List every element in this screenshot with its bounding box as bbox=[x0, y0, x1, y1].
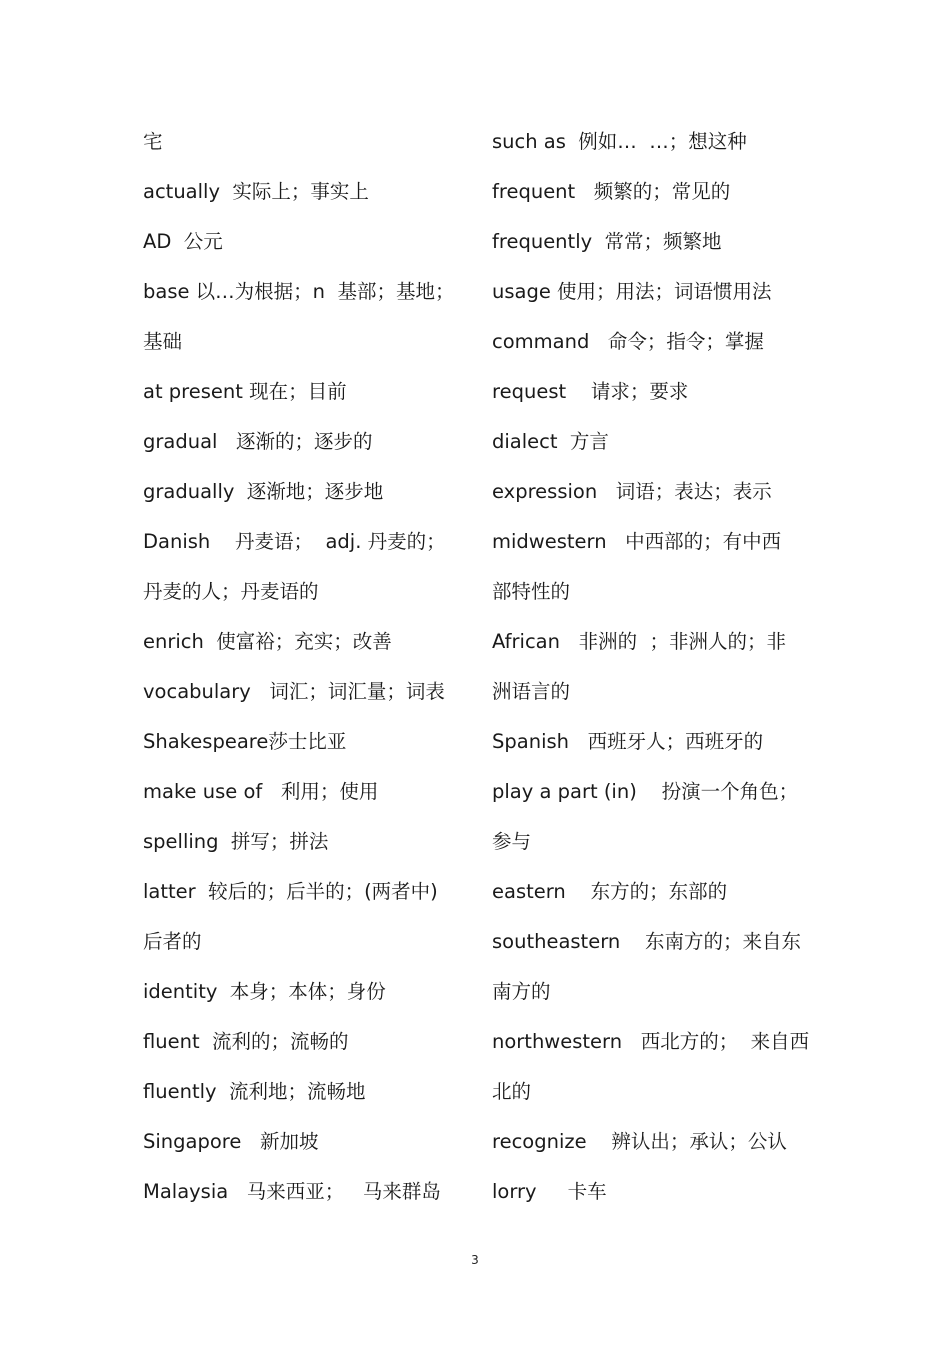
vocab-line: at present 现在；目前 bbox=[143, 380, 347, 403]
vocab-line: request 请求；要求 bbox=[492, 380, 689, 403]
vocab-line: northwestern 西北方的； 来自西 bbox=[492, 1030, 810, 1053]
vocab-line: 宅 bbox=[143, 130, 163, 153]
vocab-line: midwestern 中西部的；有中西 bbox=[492, 530, 782, 553]
vocab-line: 北的 bbox=[492, 1080, 532, 1103]
vocab-line: frequently 常常；频繁地 bbox=[492, 230, 722, 253]
vocab-line: recognize 辨认出；承认；公认 bbox=[492, 1130, 787, 1153]
vocab-line: Malaysia 马来西亚； 马来群岛 bbox=[143, 1180, 441, 1203]
vocab-line: 基础 bbox=[143, 330, 183, 353]
vocab-line: 南方的 bbox=[492, 980, 551, 1003]
vocab-line: fluently 流利地；流畅地 bbox=[143, 1080, 366, 1103]
vocab-line: gradually 逐渐地；逐步地 bbox=[143, 480, 384, 503]
vocab-line: 洲语言的 bbox=[492, 680, 571, 703]
page-number: 3 bbox=[471, 1253, 479, 1267]
vocab-line: Spanish 西班牙人；西班牙的 bbox=[492, 730, 764, 753]
vocab-line: expression 词语；表达；表示 bbox=[492, 480, 772, 503]
vocab-line: latter 较后的；后半的；(两者中) bbox=[143, 880, 438, 903]
vocab-line: AD 公元 bbox=[143, 230, 223, 253]
vocab-line: 后者的 bbox=[143, 930, 202, 953]
vocab-line: fluent 流利的；流畅的 bbox=[143, 1030, 349, 1053]
vocab-line: frequent 频繁的；常见的 bbox=[492, 180, 731, 203]
vocab-line: actually 实际上；事实上 bbox=[143, 180, 369, 203]
vocab-line: Danish 丹麦语； adj. 丹麦的； bbox=[143, 530, 446, 553]
vocab-line: play a part (in) 扮演一个角色； bbox=[492, 780, 799, 803]
vocab-line: lorry 卡车 bbox=[492, 1180, 607, 1203]
vocab-line: identity 本身；本体；身份 bbox=[143, 980, 386, 1003]
vocab-line: dialect 方言 bbox=[492, 430, 609, 453]
vocab-line: gradual 逐渐的；逐步的 bbox=[143, 430, 373, 453]
vocab-line: African 非洲的 ；非洲人的；非 bbox=[492, 630, 786, 653]
vocab-line: 丹麦的人；丹麦语的 bbox=[143, 580, 319, 603]
vocab-line: command 命令；指令；掌握 bbox=[492, 330, 764, 353]
vocab-line: base 以…为根据；n 基部；基地； bbox=[143, 280, 455, 303]
vocab-line: such as 例如… …；想这种 bbox=[492, 130, 747, 153]
vocab-line: vocabulary 词汇；词汇量；词表 bbox=[143, 680, 445, 703]
left-column bbox=[143, 117, 468, 1217]
vocab-line: 部特性的 bbox=[492, 580, 571, 603]
vocab-line: spelling 拼写；拼法 bbox=[143, 830, 329, 853]
vocab-line: enrich 使富裕；充实；改善 bbox=[143, 630, 392, 653]
vocab-line: Singapore 新加坡 bbox=[143, 1130, 319, 1153]
vocab-line: 参与 bbox=[492, 830, 532, 853]
vocab-line: eastern 东方的；东部的 bbox=[492, 880, 728, 903]
vocab-line: usage 使用；用法；词语惯用法 bbox=[492, 280, 772, 303]
vocab-line: Shakespeare莎士比亚 bbox=[143, 730, 347, 753]
right-column bbox=[492, 117, 812, 1217]
vocab-line: southeastern 东南方的；来自东 bbox=[492, 930, 802, 953]
vocab-line: make use of 利用；使用 bbox=[143, 780, 379, 803]
